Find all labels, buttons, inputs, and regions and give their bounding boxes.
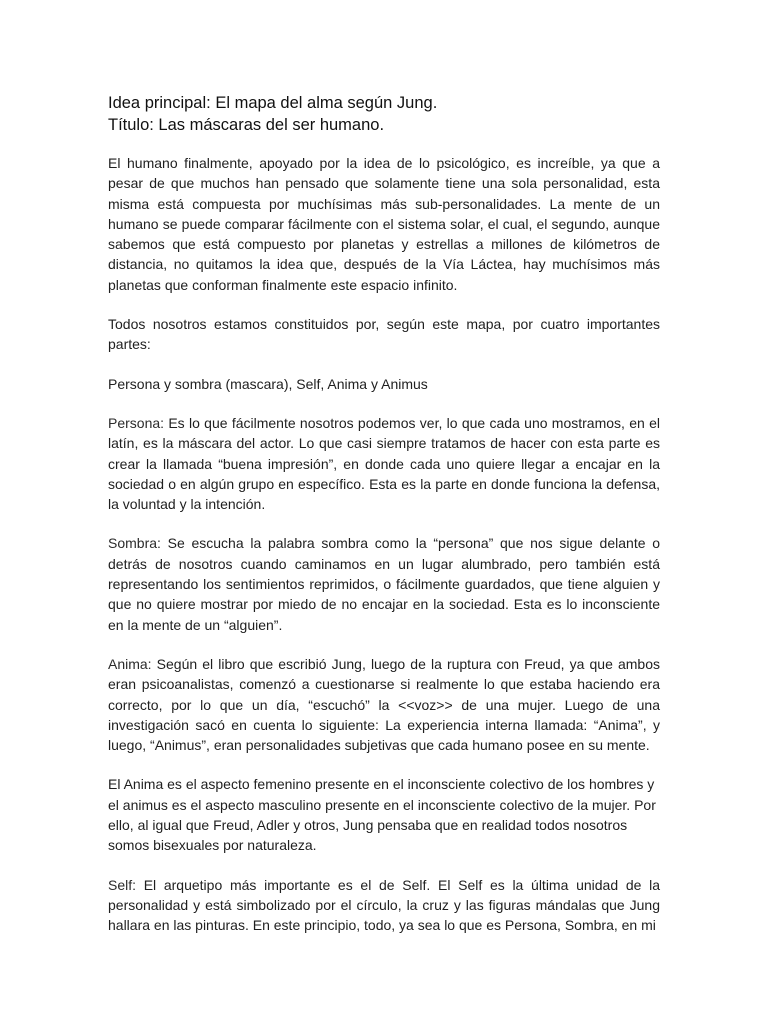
parts-paragraph: Todos nosotros estamos constituidos por, según este mapa, por cuatro importantes partes: [108, 316, 660, 353]
intro-paragraph: El humano finalmente, apoyado por la idea de lo psicológico, es increíble, ya que a pesar de que muchos han pensado que solamente tiene una sola personalidad, esta misma está compuesta por muchísimas más sub-personalidades. La mente de un humano se puede comparar fácilmente con el sistema solar, el cual, el segundo, aunque sabemos que está compuesto por planetas y estrellas a millones de kilómetros de distancia, no quitamos la idea que, después de la Vía Láctea, hay muchísimos más planetas que conforman finalmente este espacio infinito. [108, 155, 660, 293]
main-idea-heading: Idea principal: El mapa del alma según Jung. [108, 94, 438, 112]
anima-term: Anima: [108, 655, 152, 672]
title-heading: Título: Las máscaras del ser humano. [108, 116, 385, 134]
self-paragraph [108, 875, 660, 936]
persona-term: Persona: [108, 414, 165, 431]
anima-paragraph [108, 654, 660, 755]
heading-block [108, 92, 660, 136]
self-term: Self: [108, 876, 137, 893]
anima-animus-paragraph: El Anima es el aspecto femenino presente en el inconsciente colectivo de los hombres y el animus es el aspecto masculino presente en el inconsciente colectivo de la mujer. Por ello, al igual que Freud, Adler y otros, Jung pensaba que en realidad todos nosotros somos bisexuales por naturaleza. [108, 776, 656, 854]
sombra-paragraph [108, 533, 660, 634]
persona-paragraph [108, 413, 660, 514]
sombra-term: Sombra: [108, 535, 161, 552]
document-page [108, 92, 660, 955]
persona-text: Es lo que fácilmente nosotros podemos ver, lo que cada uno mostramos, en el latín, es la máscara del actor. Lo que casi siempre tratamos de hacer con esta parte es crear la llamada “buena impresión”, en donde cada uno quiere llegar a encajar en la sociedad o en algún grupo en específico. Esta es la parte en donde funciona la defensa, la voluntad y la intención. [108, 414, 660, 513]
anima-text: Según el libro que escribió Jung, luego de la ruptura con Freud, ya que ambos eran psicoanalistas, comenzó a cuestionarse si realmente lo que estaba haciendo era correcto, por lo que un día, “escuchó” la <<voz>> de una mujer. Luego de una investigación sacó en cuenta lo siguiente: La experiencia interna llamada: “Anima”, y luego, “Animus”, eran personalidades subjetivas que cada humano posee en su mente. [108, 655, 660, 754]
sombra-text: Se escucha la palabra sombra como la “persona” que nos sigue delante o detrás de nosotros cuando caminamos en un lugar alumbrado, pero también está representando los sentimientos reprimidos, o fácilmente guardados, que tiene alguien y que no quiere mostrar por miedo de no encajar en la sociedad. Esta es lo inconsciente en la mente de un “alguien”. [108, 535, 660, 633]
self-text: El arquetipo más importante es el de Self. El Self es la última unidad de la personalidad y está simbolizado por el círculo, la cruz y las figuras mándalas que Jung hallara en las pinturas. En este principio, todo, ya sea lo que es Persona, Sombra, en mi [108, 876, 660, 934]
parts-list-line: Persona y sombra (mascara), Self, Anima y Animus [108, 375, 428, 392]
